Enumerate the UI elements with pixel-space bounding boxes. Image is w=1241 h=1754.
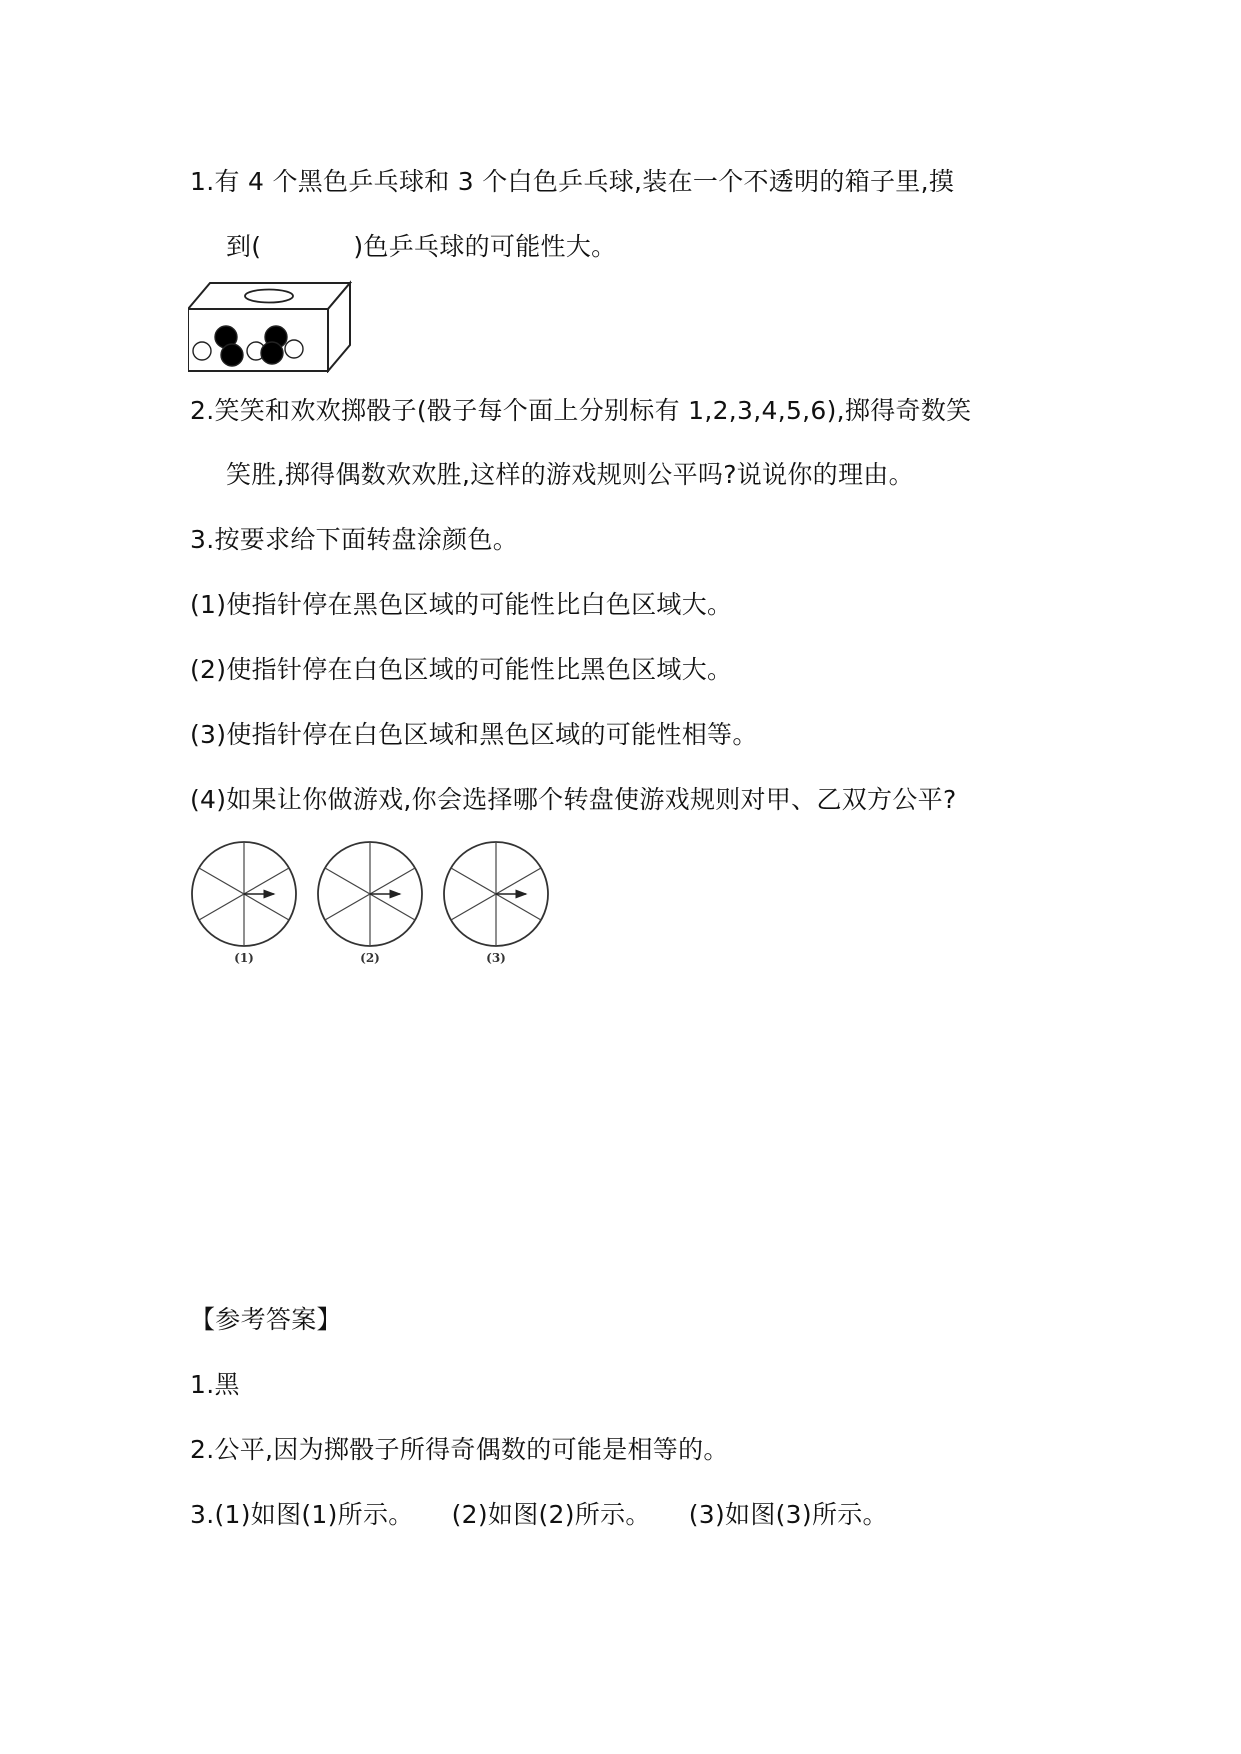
spinner-2-caption: (2) <box>360 951 380 965</box>
box-opening <box>245 290 293 303</box>
black-ball <box>221 344 243 366</box>
spinners-figure <box>186 836 556 968</box>
answer-3-part-3: (3)如图(3)所示。 <box>688 1500 888 1529</box>
question-3-sub-4: (4)如果让你做游戏,你会选择哪个转盘使游戏规则对甲、乙双方公平? <box>190 785 957 814</box>
spinner-1-caption: (1) <box>234 951 254 965</box>
black-ball <box>261 342 283 364</box>
spinner-1 <box>192 842 296 946</box>
ball-box-figure <box>188 277 358 373</box>
question-2-line-2: 笑胜,掷得偶数欢欢胜,这样的游戏规则公平吗?说说你的理由。 <box>226 460 914 489</box>
answer-3 <box>190 1499 888 1531</box>
spinner-3 <box>444 842 548 946</box>
question-3-sub-1: (1)使指针停在黑色区域的可能性比白色区域大。 <box>190 590 733 619</box>
answer-3-part-1: 3.(1)如图(1)所示。 <box>190 1500 414 1529</box>
question-1-line-2 <box>226 231 616 263</box>
white-ball <box>193 342 211 360</box>
spinner-3-caption: (3) <box>486 951 506 965</box>
answer-2: 2.公平,因为掷骰子所得奇偶数的可能是相等的。 <box>190 1435 729 1464</box>
white-ball <box>285 340 303 358</box>
spinner-2 <box>318 842 422 946</box>
answers-heading: 【参考答案】 <box>190 1305 342 1334</box>
answer-1: 1.黑 <box>190 1370 240 1399</box>
question-3-sub-2: (2)使指针停在白色区域的可能性比黑色区域大。 <box>190 655 733 684</box>
question-1-prefix: 到( <box>226 232 262 261</box>
question-3-title: 3.按要求给下面转盘涂颜色。 <box>190 525 519 554</box>
question-3-sub-3: (3)使指针停在白色区域和黑色区域的可能性相等。 <box>190 720 758 749</box>
question-1-line-1: 1.有 4 个黑色乒乓球和 3 个白色乒乓球,装在一个不透明的箱子里,摸 <box>190 167 955 196</box>
question-1-suffix: )色乒乓球的可能性大。 <box>353 232 617 261</box>
question-2-line-1: 2.笑笑和欢欢掷骰子(骰子每个面上分别标有 1,2,3,4,5,6),掷得奇数笑 <box>190 396 972 425</box>
box-front-face <box>188 309 328 371</box>
answer-3-part-2: (2)如图(2)所示。 <box>451 1500 651 1529</box>
